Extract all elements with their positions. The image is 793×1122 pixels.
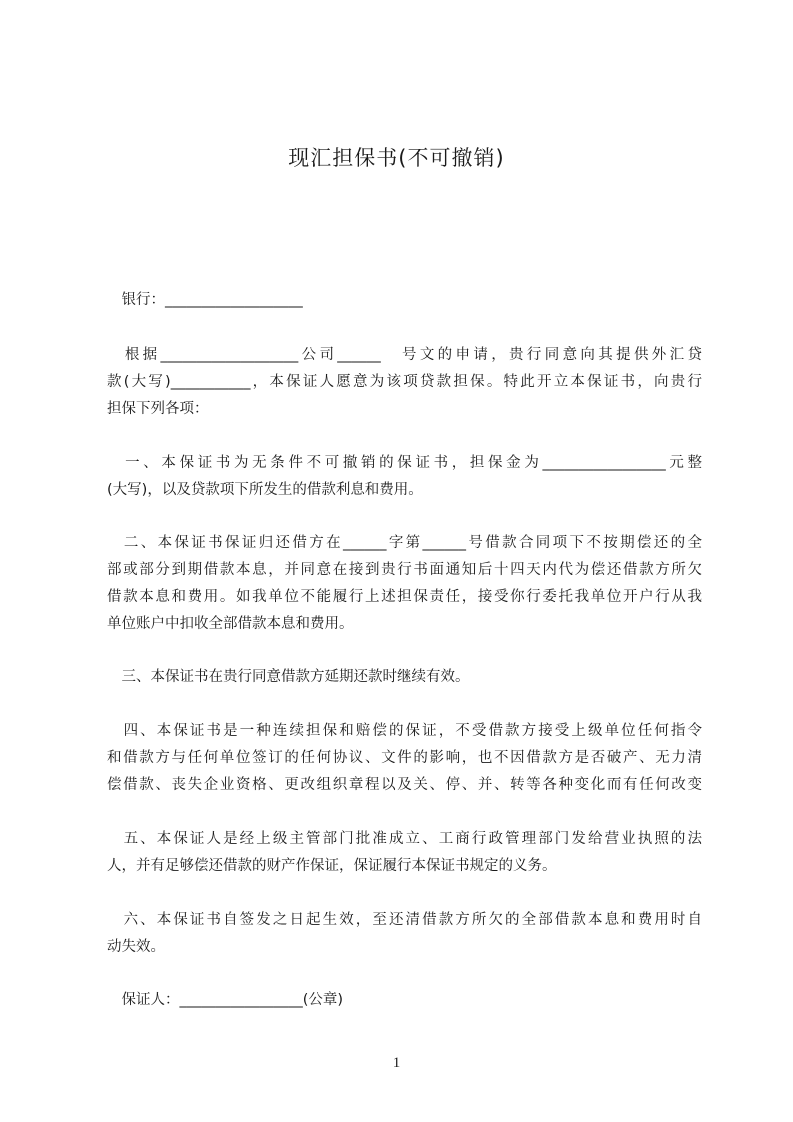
- clause-5-line-2: 人，并有足够偿还借款的财产作保证，保证履行本保证书规定的义务。: [107, 858, 557, 874]
- clause-3-line-1: 三、本保证书在贵行同意借款方延期还款时继续有效。: [107, 669, 470, 685]
- clause-2-line-3: 借款本息和费用。如我单位不能履行上述担保责任，接受你行委托我单位开户行从我: [107, 589, 702, 605]
- page-number: 1: [392, 1055, 401, 1071]
- intro-line-2: 款(大写)___________，本保证人愿意为该项贷款担保。特此开立本保证书，向贵行: [107, 374, 702, 390]
- clause-2-line-2: 部或部分到期借款本息，并同意在接到贵行书面通知后十四天内代为偿还借款方所欠: [107, 562, 702, 578]
- clause-4-line-2: 和借款方与任何单位签订的任何协议、文件的影响，也不因借款方是否破产、无力清: [107, 750, 702, 766]
- intro-line-1: 根据___________________公司______ 号文的申请，贵行同意向其提供外汇贷: [107, 347, 702, 363]
- clause-4-line-1: 四、本保证书是一种连续担保和赔偿的保证，不受借款方接受上级单位任何指令: [107, 723, 702, 739]
- intro-line-3: 担保下列各项：: [107, 401, 209, 417]
- clause-5-line-1: 五、本保证人是经上级主管部门批准成立、工商行政管理部门发给营业执照的法: [107, 831, 702, 847]
- clause-6-line-1: 六、本保证书自签发之日起生效，至还清借款方所欠的全部借款本息和费用时自: [107, 912, 702, 928]
- clause-2-line-1: 二、本保证书保证归还借方在______字第______号借款合同项下不按期偿还的全: [107, 535, 702, 551]
- guarantor-line: 保证人：_________________(公章): [107, 992, 344, 1008]
- clause-6-line-2: 动失效。: [107, 939, 165, 955]
- clause-1-line-1: 一、本保证书为无条件不可撤销的保证书，担保金为_________________元整: [107, 455, 702, 471]
- clause-4-line-3: 偿借款、丧失企业资格、更改组织章程以及关、停、并、转等各种变化而有任何改变: [107, 777, 702, 793]
- clause-1-line-2: (大写)，以及贷款项下所发生的借款利息和费用。: [107, 482, 423, 498]
- page-title: 现汇担保书(不可撤销): [288, 146, 505, 170]
- clause-2-line-4: 单位账户中扣收全部借款本息和费用。: [107, 616, 354, 632]
- bank-line: 银行：___________________: [107, 292, 303, 308]
